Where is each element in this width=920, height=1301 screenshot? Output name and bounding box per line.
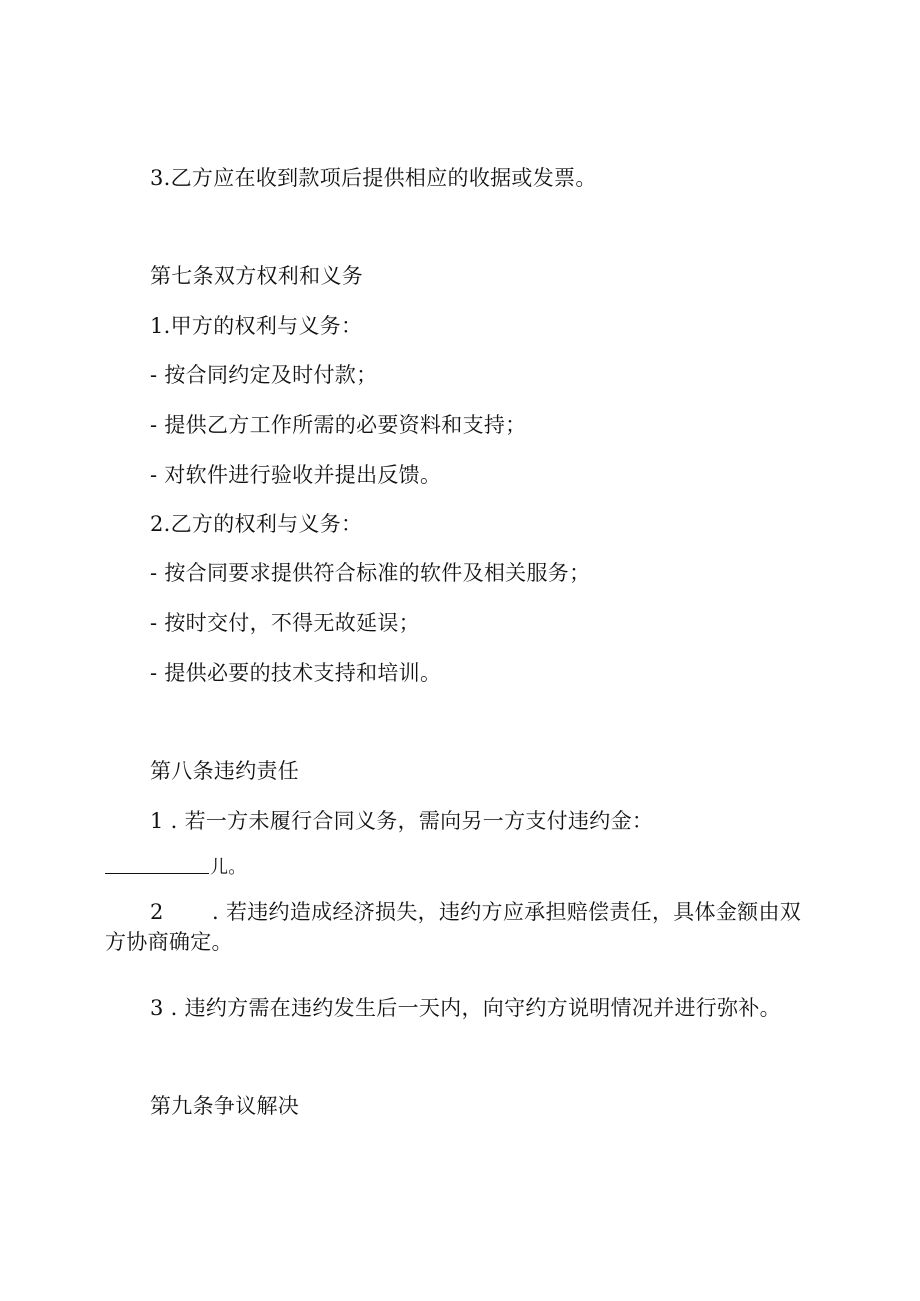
article-7-title: 第七条双方权利和义务: [150, 264, 363, 288]
party-a-item-3: - 对软件进行验收并提出反馈。: [150, 463, 442, 487]
party-a-item-1: - 按合同约定及时付款；: [150, 363, 378, 387]
penalty-amount-tail: 儿。: [210, 857, 247, 878]
clause-8-3: 3 . 违约方需在违约发生后一天内，向守约方说明情况并进行弥补。: [150, 996, 781, 1020]
penalty-amount-blank: [105, 873, 209, 874]
clause-8-2-line-2: 方协商确定。: [105, 930, 233, 954]
party-b-item-2: - 按时交付，不得无故延误；: [150, 611, 420, 635]
party-b-item-1: - 按合同要求提供符合标准的软件及相关服务；: [150, 561, 591, 585]
article-8-title: 第八条违约责任: [150, 759, 300, 783]
clause-8-1: 1 . 若一方未履行合同义务，需向另一方支付违约金：: [150, 809, 654, 833]
party-b-heading: 2.乙方的权利与义务：: [150, 512, 363, 536]
article-9-title: 第九条争议解决: [150, 1094, 300, 1118]
clause-8-2-line-1: . 若违约造成经济损失，违约方应承担赔偿责任，具体金额由双: [212, 900, 802, 924]
party-a-heading: 1.甲方的权利与义务：: [150, 314, 363, 338]
clause-8-2-number: 2: [150, 900, 164, 924]
clause-7-3-receipt: 3.乙方应在收到款项后提供相应的收据或发票。: [150, 166, 597, 190]
party-b-item-3: - 提供必要的技术支持和培训。: [150, 661, 442, 685]
party-a-item-2: - 提供乙方工作所需的必要资料和支持；: [150, 413, 527, 437]
